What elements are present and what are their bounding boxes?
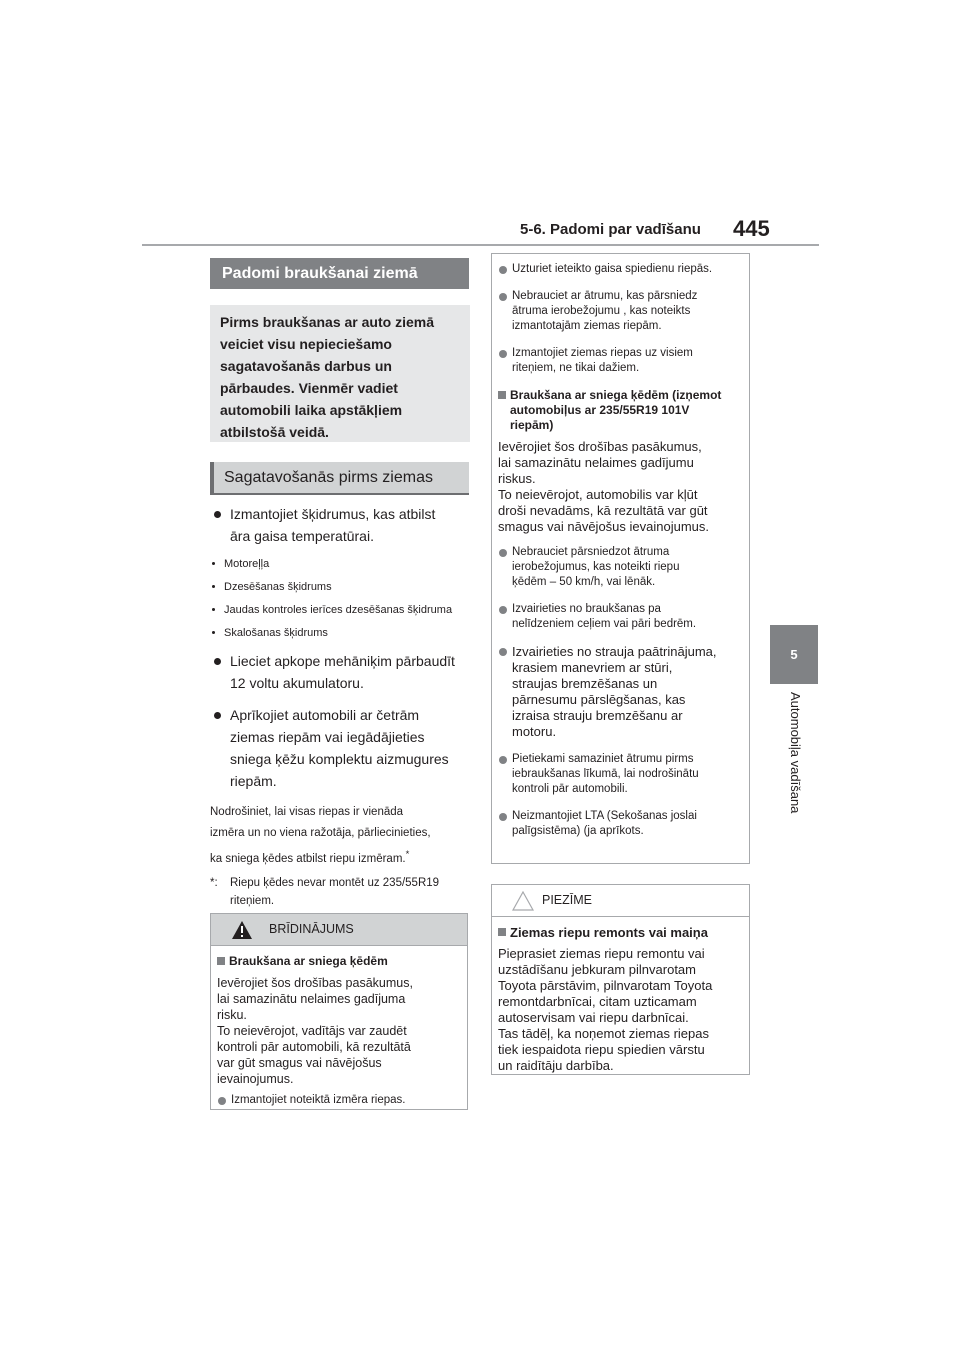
- bullet-icon: [212, 608, 215, 611]
- page-number: 445: [733, 216, 770, 241]
- chapter-tab: 5: [770, 625, 818, 684]
- list-item: [498, 289, 743, 334]
- note-line-text: ka sniega ķēdes atbilst riepu izmēram.: [210, 852, 406, 865]
- list-item-text: Izmantojiet noteiktā izmēra riepas.: [231, 1094, 406, 1106]
- bullet-icon: [499, 350, 507, 358]
- chapter-label: Automobiļa vadīšana: [788, 692, 803, 814]
- note-box: [491, 884, 750, 1075]
- square-bullet-icon: [498, 391, 506, 399]
- subsection-heading: Sagatavošanās pirms ziemas: [210, 462, 469, 495]
- bullet-icon: [499, 606, 507, 614]
- list-item-text: Nebrauciet ar ātrumu, kas pārsniedz ātruma ierobežojumu , kas noteikts izmantotajām ziemas riepām.: [512, 290, 698, 332]
- note-title-text: Ziemas riepu remonts vai maiņa: [510, 925, 708, 940]
- intro-line: sagatavošanās darbus un: [220, 358, 392, 374]
- list-item: [210, 626, 472, 640]
- header-rule: [142, 244, 819, 246]
- bullet-icon: [212, 585, 215, 588]
- list-item: [498, 346, 743, 376]
- intro-line: pārbaudes. Vienmēr vadiet: [220, 380, 398, 396]
- list-item-line: riepām.: [230, 773, 277, 789]
- warning-box: [210, 913, 468, 1110]
- note-header: [492, 885, 749, 917]
- list-item: [210, 503, 472, 547]
- list-item-line: āra gaisa temperatūrai.: [230, 528, 374, 544]
- warning-paragraph: Ievērojiet šos drošības pasākumus, lai samazinātu nelaimes gadījuma risku. To neievērojot, vadītājs var zaudēt kontroli pār automobili, kā rezultātā var gūt smagus vai nāvējošus ievainojumus.: [217, 976, 413, 1086]
- list-item-text: Izmantojiet ziemas riepas uz visiem riteņiem, ne tikai dažiem.: [512, 347, 693, 374]
- chains-title: [498, 388, 743, 433]
- note-line: [210, 844, 472, 870]
- intro-box: [210, 305, 470, 442]
- list-item: [498, 752, 743, 797]
- list-item-text: Skalošanas šķidrums: [224, 627, 328, 639]
- list-item-text: Pietiekami samaziniet ātrumu pirms iebraukšanas līkumā, lai nodrošinātu kontroli pār automobili.: [512, 753, 699, 795]
- bullet-icon: [499, 756, 507, 764]
- list-item-line: Lieciet apkope mehāniķim pārbaudīt: [230, 653, 455, 669]
- footnote-line: Riepu ķēdes nevar montēt uz 235/55R19: [230, 876, 440, 889]
- footnote-line: riteņiem.: [230, 894, 275, 907]
- intro-line: Pirms braukšanas ar auto ziemā: [220, 314, 434, 330]
- bullet-icon: [214, 511, 221, 518]
- footnote-reference: *: [405, 849, 410, 860]
- list-item-line: sniega ķēžu komplektu aizmugures: [230, 751, 449, 767]
- list-item-text: Izvairieties no braukšanas pa nelīdzeniem ceļiem vai pāri bedrēm.: [512, 603, 697, 630]
- list-item: [210, 557, 472, 571]
- bullet-icon: [499, 266, 507, 274]
- list-item: [217, 1093, 461, 1108]
- bullet-icon: [214, 658, 221, 665]
- list-item-line: Izmantojiet šķidrumus, kas atbilst: [230, 506, 436, 522]
- list-item-text: Uzturiet ieteikto gaisa spiedienu riepās.: [512, 263, 713, 275]
- fluids-list: [210, 557, 472, 640]
- list-item: [498, 644, 743, 740]
- bullet-icon: [499, 648, 507, 656]
- section-title: 5-6. Padomi par vadīšanu: [520, 221, 701, 238]
- list-item: [210, 580, 472, 594]
- bullet-icon: [214, 712, 221, 719]
- list-item: [498, 545, 743, 590]
- bullet-icon: [499, 293, 507, 301]
- intro-line: automobili laika apstākļiem: [220, 402, 403, 418]
- warning-title-text: Braukšana ar sniega ķēdēm: [229, 954, 388, 968]
- chains-title-text: Braukšana ar sniega ķēdēm (izņemot automobiļus ar 235/55R19 101V riepām): [510, 388, 722, 432]
- intro-line: veiciet visu nepieciešamo: [220, 336, 392, 352]
- list-item-line: Aprīkojiet automobili ar četrām: [230, 707, 420, 723]
- bullet-icon: [212, 631, 215, 634]
- warning-triangle-icon: [231, 920, 253, 940]
- note-line: izmēra un no viena ražotāja, pārliecinieties,: [210, 827, 431, 839]
- note-title: [498, 925, 743, 940]
- bullet-icon: [218, 1097, 226, 1105]
- left-column: [210, 503, 472, 910]
- list-item: [498, 262, 743, 277]
- chains-paragraph: Ievērojiet šos drošības pasākumus, lai samazinātu nelaimes gadījumu riskus. To neievērojot, automobilis var kļūt droši nevadāms, kā rezultātā var gūt smagus vai nāvējošus ievainojumus.: [498, 439, 709, 534]
- list-item-text: Neizmantojiet LTA (Sekošanas joslai palīgsistēma) (ja aprīkots.: [512, 810, 697, 837]
- footnote: [210, 874, 472, 910]
- bullet-icon: [499, 813, 507, 821]
- warning-title: [217, 954, 461, 969]
- list-item-text: Nebrauciet pārsniedzot ātruma ierobežojumus, kas noteikti riepu ķēdēm – 50 km/h, vai lēnāk.: [512, 546, 680, 588]
- note-line: Nodrošiniet, lai visas riepas ir vienāda: [210, 806, 404, 818]
- warning-header: [211, 914, 467, 946]
- intro-line: atbilstošā veidā.: [220, 424, 329, 440]
- list-item-text: Jaudas kontroles ierīces dzesēšanas šķidruma: [224, 604, 453, 616]
- list-item-text: Izvairieties no strauja paātrinājuma, krasiem manevriem ar stūri, straujas bremzēšanas un pārnesumu pārslēgšanas, kas izraisa strauju bremzēšanu ar motoru.: [512, 644, 717, 739]
- square-bullet-icon: [498, 928, 506, 936]
- caution-triangle-icon: [512, 891, 534, 911]
- footnote-mark: *:: [210, 876, 218, 889]
- warning-body: [211, 946, 467, 1108]
- list-item: [498, 809, 743, 839]
- list-item-line: ziemas riepām vai iegādājieties: [230, 729, 425, 745]
- note-body: [492, 917, 749, 1074]
- note-paragraph: Pieprasiet ziemas riepu remontu vai uzstādīšanu jebkuram pilnvarotam Toyota pārstāvim, pilnvarotam Toyota remontdarbnīcai, citam uzticamam autoservisam vai riepu darbnīcai. Tas tādēļ, ka noņemot ziemas riepas tiek iespaidota riepu spiedien vārstu un raidītāju darbība.: [498, 946, 713, 1073]
- list-item: [210, 603, 472, 617]
- list-item: [210, 704, 472, 792]
- note-text: [210, 802, 472, 870]
- note-label: PIEZĪME: [542, 893, 593, 907]
- list-item: [210, 650, 472, 694]
- bullet-icon: [212, 562, 215, 565]
- section-banner: Padomi braukšanai ziemā: [210, 258, 469, 289]
- square-bullet-icon: [217, 957, 225, 965]
- list-item-line: 12 voltu akumulatoru.: [230, 675, 364, 691]
- list-item-text: Motoreļļa: [224, 558, 270, 570]
- list-item: [498, 602, 743, 632]
- list-item-text: Dzesēšanas šķidrums: [224, 581, 332, 593]
- bullet-icon: [499, 549, 507, 557]
- warning-label: BRĪDINĀJUMS: [269, 922, 354, 936]
- warning-continuation-box: [491, 253, 750, 864]
